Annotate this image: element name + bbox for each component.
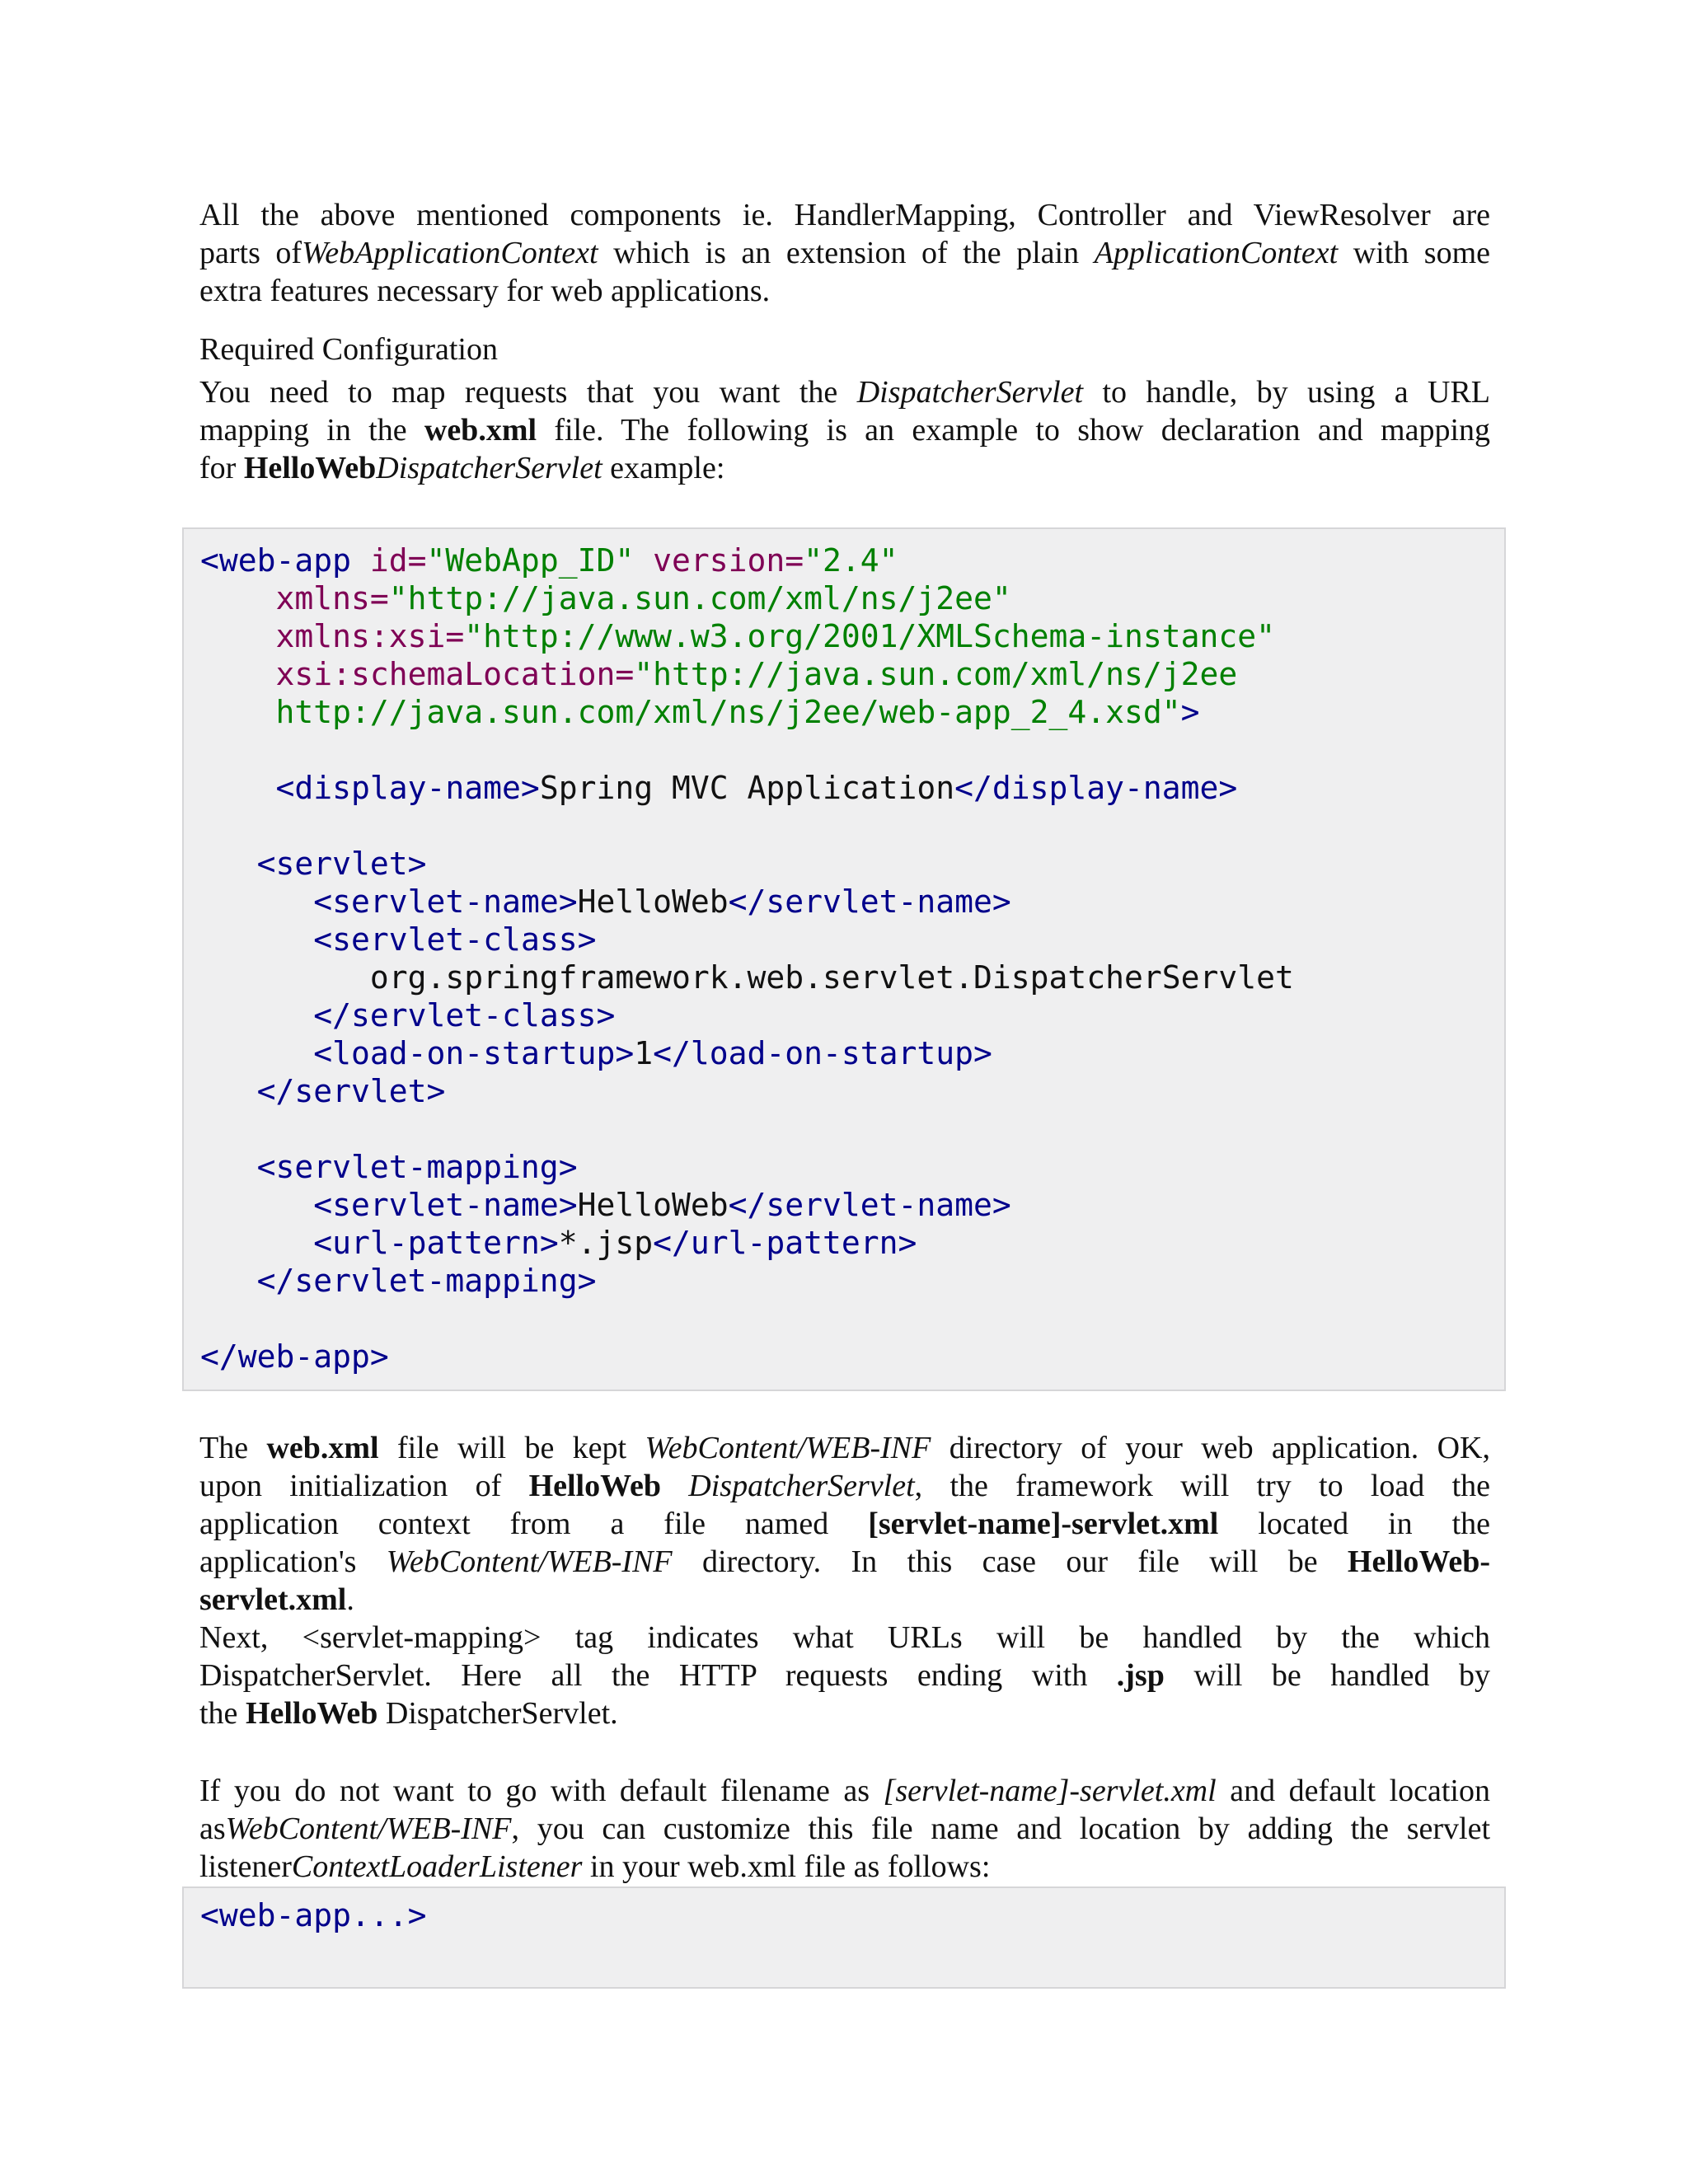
intro-paragraph	[199, 196, 1490, 310]
webxml-explanation-paragraph	[199, 1429, 1490, 1732]
code-text: <web-app...>	[200, 1897, 427, 1933]
text-line: Next, <servlet-mapping> tag indicates what URLs will be handled by the which	[199, 1620, 1490, 1655]
text-line: application context from a file named [servlet-name]-servlet.xml located in the	[199, 1507, 1490, 1541]
text-line: DispatcherServlet. Here all the HTTP requests ending with .jsp will be handled by	[199, 1658, 1490, 1693]
config-paragraph	[199, 373, 1490, 487]
text-line: mapping in the web.xml file. The following is an example to show declaration and mapping	[199, 413, 1490, 448]
text-line: parts ofWebApplicationContext which is an extension of the plain ApplicationContext with some	[199, 236, 1490, 270]
section-heading: Required Configuration	[199, 332, 498, 367]
text-line: The web.xml file will be kept WebContent/WEB-INF directory of your web application. OK,	[199, 1431, 1491, 1465]
text-line: the HelloWeb DispatcherServlet.	[199, 1696, 618, 1731]
text-line: for HelloWebDispatcherServlet example:	[199, 451, 725, 485]
text-line: All the above mentioned components ie. HandlerMapping, Controller and ViewResolver are	[199, 198, 1490, 232]
text-line: You need to map requests that you want the DispatcherServlet to handle, by using a URL	[199, 375, 1491, 410]
text-line: extra features necessary for web applications.	[199, 274, 771, 308]
code-block-context-loader	[182, 1886, 1506, 1989]
text-line: If you do not want to go with default filename as [servlet-name]-servlet.xml and default location	[199, 1774, 1490, 1808]
text-line: asWebContent/WEB-INF, you can customize this file name and location by adding the servlet	[199, 1811, 1490, 1846]
code-text: <web-app id="WebApp_ID" version="2.4" xmlns="http://java.sun.com/xml/ns/j2ee" xmlns:xsi="http://www.w3.org/2001/XMLSchema-instance" xsi:schemaLocation="http://java.sun.com/xml/ns/j2ee http://java.sun.com/xml/ns/j2ee/web-app_2_4.xsd"> <display-name>Spring MVC Application</display-name> <servlet> <servlet-name>HelloWeb</servlet-name> <servlet-class> org.springframework.web.servlet.DispatcherServlet </servlet-class> <load-on-startup>1</load-on-startup> </servlet> <servlet-mapping> <servlet-name>HelloWeb</servlet-name> <url-pattern>*.jsp</url-pattern> </servlet-mapping> </web-app>	[200, 542, 1294, 1375]
code-block-web-xml	[182, 527, 1506, 1391]
text-line: listenerContextLoaderListener in your web.xml file as follows:	[199, 1849, 991, 1884]
customize-paragraph	[199, 1772, 1490, 1886]
text-line: servlet.xml.	[199, 1582, 354, 1617]
text-line: application's WebContent/WEB-INF directory. In this case our file will be HelloWeb-	[199, 1544, 1490, 1579]
text-line: upon initialization of HelloWeb DispatcherServlet, the framework will try to load the	[199, 1469, 1490, 1503]
